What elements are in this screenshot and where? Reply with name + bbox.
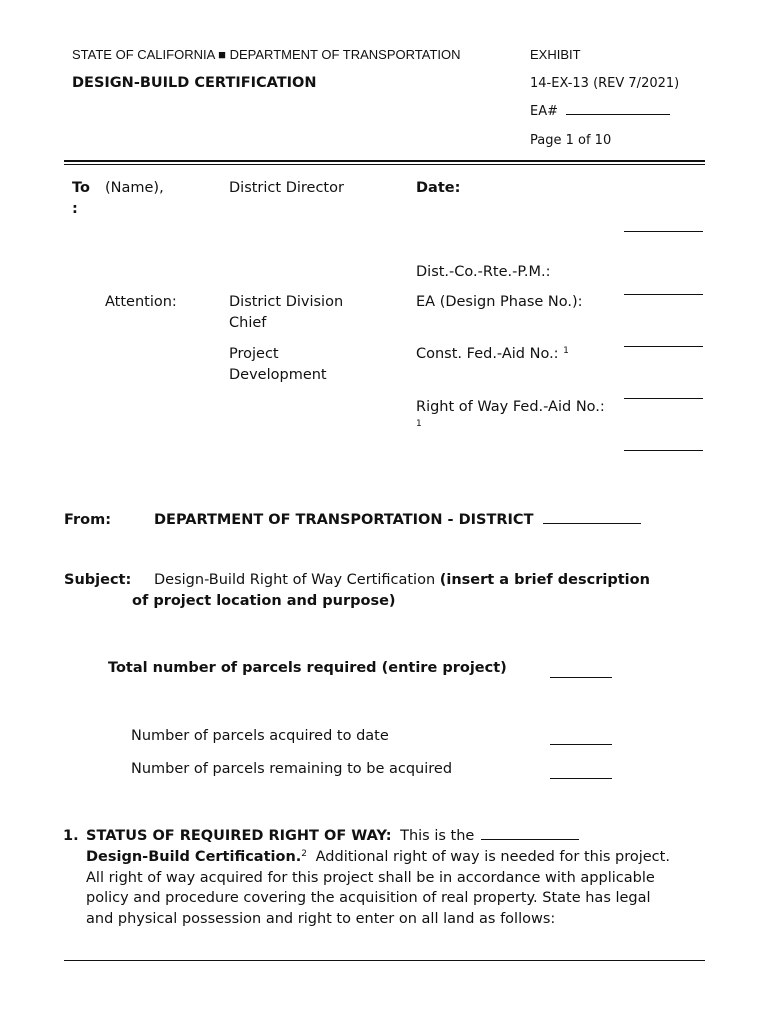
section-lead: This is the [400, 828, 475, 844]
district-blank[interactable] [543, 522, 641, 524]
page-number: Page 1 of 10 [530, 133, 612, 148]
ea-field [530, 104, 670, 119]
subject-label: Subject: [64, 572, 132, 588]
subject-instruction: (insert a brief description [439, 572, 650, 588]
ea-label: EA# [530, 104, 558, 119]
section-number: 1. [63, 828, 79, 844]
const-fed-blank[interactable] [624, 398, 703, 399]
date-label: Date: [416, 180, 461, 196]
date-blank[interactable] [624, 231, 703, 232]
project-dev: Project [229, 346, 279, 362]
subject-text: Design-Build Right of Way Certification [154, 572, 436, 588]
section-line-2: All right of way acquired for this project shall be in accordance with applicable [86, 870, 655, 886]
from-text: DEPARTMENT OF TRANSPORTATION - DISTRICT [154, 512, 534, 528]
dist-blank[interactable] [624, 294, 703, 295]
row-fed-blank[interactable] [624, 450, 703, 451]
to-name: (Name), [105, 180, 164, 196]
project-dev-2: Development [229, 367, 327, 383]
ea-design-label: EA (Design Phase No.): [416, 294, 583, 310]
section-line-1-rest: Additional right of way is needed for this project. [315, 849, 670, 865]
acquired-parcels-blank[interactable] [550, 744, 612, 745]
certification-type-blank[interactable] [481, 838, 579, 840]
total-parcels-label: Total number of parcels required (entire project) [108, 660, 507, 676]
section-line-3: policy and procedure covering the acquisition of real property. State has legal [86, 890, 651, 906]
exhibit-label: EXHIBIT [530, 47, 581, 62]
attention-label: Attention: [105, 294, 177, 310]
form-title: DESIGN-BUILD CERTIFICATION [72, 75, 317, 91]
ea-design-blank[interactable] [624, 346, 703, 347]
to-role: District Director [229, 180, 344, 196]
from-label: From: [64, 512, 111, 528]
header-divider [64, 160, 705, 162]
const-fed-text: Const. Fed.-Aid No.: [416, 346, 559, 362]
cert-name: Design-Build Certification. [86, 849, 302, 865]
footer-divider [64, 960, 705, 961]
dist-label: Dist.-Co.-Rte.-P.M.: [416, 264, 551, 280]
to-label-colon: : [72, 201, 78, 217]
row-fed-footnote: 1 [416, 419, 422, 429]
attention-role: District Division [229, 294, 344, 310]
header-divider-thin [64, 164, 705, 165]
const-fed-footnote: 1 [563, 346, 569, 356]
section-heading: STATUS OF REQUIRED RIGHT OF WAY: [86, 828, 392, 844]
agency-header: STATE OF CALIFORNIA ■ DEPARTMENT OF TRANSPORTATION [72, 47, 461, 62]
section-line-1 [86, 849, 670, 865]
from-district [154, 512, 641, 528]
ea-blank[interactable] [566, 113, 670, 115]
total-parcels-blank[interactable] [550, 677, 612, 678]
section-heading-line [86, 828, 579, 844]
revision-number: 14-EX-13 (REV 7/2021) [530, 76, 680, 91]
subject-line [154, 572, 650, 588]
remaining-parcels-blank[interactable] [550, 778, 612, 779]
acquired-parcels-label: Number of parcels acquired to date [131, 728, 389, 744]
remaining-parcels-label: Number of parcels remaining to be acquired [131, 761, 453, 777]
cert-footnote: 2 [301, 849, 308, 859]
to-label: To [72, 180, 90, 196]
row-fed-label: Right of Way Fed.-Aid No.: [416, 399, 605, 415]
attention-role-2: Chief [229, 315, 267, 331]
section-line-4: and physical possession and right to enter on all land as follows: [86, 911, 556, 927]
subject-instruction-2: of project location and purpose) [132, 593, 396, 609]
const-fed-label [416, 346, 569, 362]
